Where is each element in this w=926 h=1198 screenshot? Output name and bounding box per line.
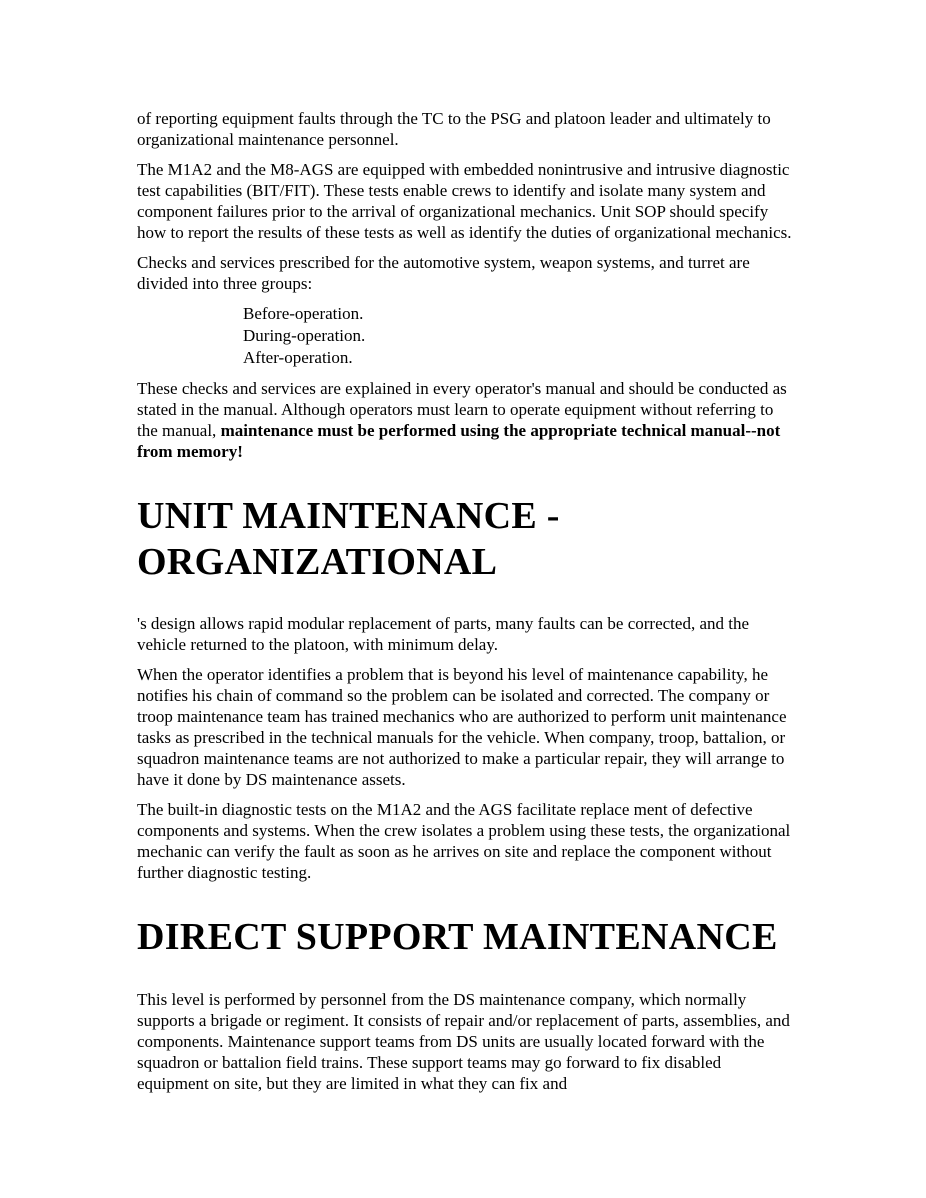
list-item: During-operation.	[243, 326, 366, 345]
paragraph-ds-maintenance: This level is performed by personnel from the DS maintenance company, which normally supports a brigade or regiment. It consists of repair and/or replacement of parts, assemblies, and components. Maintenance support teams from DS units are usually located forward with the squadron or battalion field trains. These support teams may go forward to fix disabled equipment on site, but they are limited in what they can fix and	[137, 990, 790, 1093]
heading-direct-support: DIRECT SUPPORT MAINTENANCE	[137, 916, 778, 958]
list-item: After-operation.	[243, 348, 353, 367]
operation-groups-list	[243, 303, 797, 369]
list-item: Before-operation.	[243, 304, 364, 323]
paragraph-built-in-diagnostics: The built-in diagnostic tests on the M1A2 and the AGS facilitate replace ment of defective components and systems. When the crew isolates a problem using these tests, the organizational mechanic can verify the fault as soon as he arrives on site and replace the component without further diagnostic testing.	[137, 800, 791, 882]
technical-manual-warning: maintenance must be performed using the appropriate technical manual--not from memory!	[137, 421, 781, 461]
heading-unit-line2: ORGANIZATIONAL	[137, 541, 498, 583]
paragraph-checks-services: Checks and services prescribed for the automotive system, weapon systems, and turret are divided into three groups:	[137, 253, 750, 293]
paragraph-operator-manual	[137, 378, 797, 462]
document-page	[137, 108, 797, 1103]
paragraph-embedded-diagnostics: The M1A2 and the M8-AGS are equipped with embedded nonintrusive and intrusive diagnostic test capabilities (BIT/FIT). These tests enable crews to identify and isolate many system and component failures prior to the arrival of organizational mechanics. Unit SOP should specify how to report the results of these tests as well as identify the duties of organizational mechanics.	[137, 160, 792, 242]
heading-unit-line1: UNIT MAINTENANCE -	[137, 495, 560, 537]
paragraph-reporting-faults: of reporting equipment faults through the TC to the PSG and platoon leader and ultimately to organizational maintenance personnel.	[137, 109, 771, 149]
paragraph-modular-replacement: 's design allows rapid modular replacement of parts, many faults can be corrected, and the vehicle returned to the platoon, with minimum delay.	[137, 614, 750, 654]
paragraph-chain-of-command: When the operator identifies a problem that is beyond his level of maintenance capability, he notifies his chain of command so the problem can be isolated and corrected. The company or troop maintenance team has trained mechanics who are authorized to perform unit maintenance tasks as prescribed in the technical manuals for the vehicle. When company, troop, battalion, or squadron maintenance teams are not authorized to make a particular repair, they will arrange to have it done by DS maintenance assets.	[137, 665, 787, 789]
heading-unit-maintenance	[137, 493, 797, 585]
operator-manual-text: These checks and services are explained in every operator's manual and should be conducted as stated in the manual. Although operators must learn to operate equipment without referring to the manual,	[137, 379, 787, 440]
